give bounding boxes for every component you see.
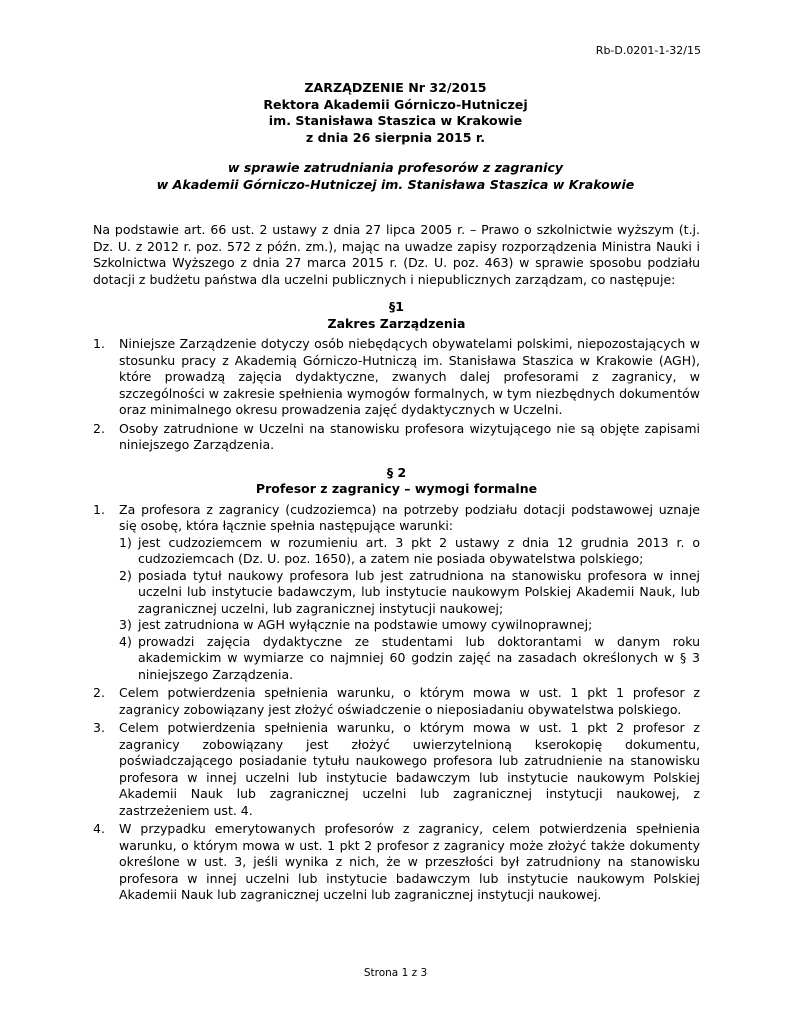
header-title: ZARZĄDZENIE Nr 32/2015 bbox=[304, 80, 487, 95]
sub-list-item bbox=[119, 634, 700, 684]
item-text: Celem potwierdzenia spełnienia warunku, o którym mowa w ust. 1 pkt 1 profesor z zagranicy zobowiązany jest złożyć oświadczenie o nieposiadaniu obywatelstwa polskiego. bbox=[119, 685, 700, 717]
header-issuer-name: im. Stanisława Staszica w Krakowie bbox=[268, 113, 523, 128]
document-reference: Rb-D.0201-1-32/15 bbox=[595, 44, 701, 57]
item-number: 4. bbox=[93, 821, 105, 836]
item-text: Niniejsze Zarządzenie dotyczy osób niebędących obywatelami polskimi, niepozostających w stosunku pracy z Akademią Górniczo-Hutniczą im. Stanisława Staszica w Krakowie (AGH), które prowadzą zajęcia dydaktyczne, zwanych dalej profesorami z zagranicy, w szczególności w zakresie spełnienia wymogów formalnych, w tym niezbędnych dokumentów oraz minimalnego okresu prowadzenia zajęć dydaktycznych w Uczelni. bbox=[119, 336, 700, 417]
document-body bbox=[93, 222, 700, 906]
list-item bbox=[93, 421, 700, 454]
item-number: 3. bbox=[93, 720, 105, 735]
document-header bbox=[0, 80, 791, 146]
item-text: Za profesora z zagranicy (cudzoziemca) na potrzeby podziału dotacji podstawowej uznaje się osobę, która łącznie spełnia następujące warunki: bbox=[119, 501, 700, 533]
item-number: 1. bbox=[93, 501, 105, 517]
section-2-list bbox=[93, 502, 700, 904]
sub-item-text: jest zatrudniona w AGH wyłącznie na podstawie umowy cywilnoprawnej; bbox=[138, 617, 593, 632]
item-number: 1. bbox=[93, 336, 105, 351]
section-1-number: §1 bbox=[389, 299, 404, 314]
header-date: z dnia 26 sierpnia 2015 r. bbox=[305, 129, 486, 145]
subject-line-1: w sprawie zatrudniania profesorów z zagranicy bbox=[227, 160, 564, 175]
section-1-heading bbox=[93, 299, 700, 332]
section-2-heading bbox=[93, 465, 700, 498]
list-item bbox=[93, 720, 700, 819]
sub-list-item bbox=[119, 617, 700, 634]
section-1-title: Zakres Zarządzenia bbox=[327, 315, 466, 331]
document-subject bbox=[0, 160, 791, 193]
header-issuer: Rektora Akademii Górniczo-Hutniczej bbox=[263, 96, 528, 112]
list-item bbox=[93, 685, 700, 718]
sub-item-number: 3) bbox=[119, 617, 132, 632]
section-2-title: Profesor z zagranicy – wymogi formalne bbox=[255, 481, 538, 496]
sub-list-item bbox=[119, 568, 700, 618]
item-number: 2. bbox=[93, 685, 105, 700]
sub-item-number: 1) bbox=[119, 534, 132, 550]
sub-item-number: 2) bbox=[119, 567, 132, 583]
sub-list bbox=[119, 535, 700, 684]
list-item bbox=[93, 336, 700, 419]
item-text: Osoby zatrudnione w Uczelni na stanowisku profesora wizytującego nie są objęte zapisami niniejszego Zarządzenia. bbox=[119, 420, 700, 452]
subject-line-2: w Akademii Górniczo-Hutniczej im. Stanisława Staszica w Krakowie bbox=[156, 176, 635, 192]
section-2-number: § 2 bbox=[386, 464, 407, 480]
page-number: Strona 1 z 3 bbox=[363, 967, 428, 979]
list-item bbox=[93, 502, 700, 684]
sub-item-text: prowadzi zajęcia dydaktyczne ze studentami lub doktorantami w danym roku akademickim w wymiarze co najmniej 60 godzin zajęć na zasadach określonych w § 3 niniejszego Zarządzenia. bbox=[138, 633, 700, 682]
sub-list-item bbox=[119, 535, 700, 568]
item-number: 2. bbox=[93, 420, 105, 436]
sub-item-text: jest cudzoziemcem w rozumieniu art. 3 pkt 2 ustawy z dnia 12 grudnia 2013 r. o cudzoziemcach (Dz. U. poz. 1650), a zatem nie posiada obywatelstwa polskiego; bbox=[138, 534, 700, 566]
item-text: W przypadku emerytowanych profesorów z zagranicy, celem potwierdzenia spełnienia warunku, o którym mowa w ust. 1 pkt 2 profesor z zagranicy może złożyć także dokumenty określone w ust. 3, jeśli wynika z nich, że w przeszłości był zatrudniony na stanowisku profesora w innej uczelni lub instytucie badawczym lub instytucie naukowym Polskiej Akademii Nauk lub zagranicznej uczelni lub zagranicznej instytucji naukowej. bbox=[119, 821, 700, 902]
section-1-list bbox=[93, 336, 700, 454]
intro-paragraph: Na podstawie art. 66 ust. 2 ustawy z dnia 27 lipca 2005 r. – Prawo o szkolnictwie wyższym (t.j. Dz. U. z 2012 r. poz. 572 z późn. zm.), mając na uwadze zapisy rozporządzenia Ministra Nauki i Szkolnictwa Wyższego z dnia 27 marca 2015 r. (Dz. U. poz. 463) w sprawie sposobu podziału dotacji z budżetu państwa dla uczelni publicznych i niepublicznych zarządzam, co następuje: bbox=[93, 222, 700, 287]
sub-item-text: posiada tytuł naukowy profesora lub jest zatrudniona na stanowisku profesora w innej uczelni lub instytucie badawczym, lub instytucie naukowym Polskiej Akademii Nauk, lub zagranicznej uczelni, lub zagranicznej instytucji naukowej; bbox=[138, 567, 700, 616]
list-item bbox=[93, 821, 700, 904]
sub-item-number: 4) bbox=[119, 633, 132, 649]
item-text: Celem potwierdzenia spełnienia warunku, o którym mowa w ust. 1 pkt 2 profesor z zagranicy zobowiązany jest złożyć uwierzytelnioną kserokopię dokumentu, poświadczającego posiadanie tytułu naukowego profesora lub zatrudnienie na stanowisku profesora w innej uczelni lub instytucie badawczym lub instytucie naukowym Polskiej Akademii Nauk lub zagranicznej uczelni lub zagranicznej instytucji naukowej, z zastrzeżeniem ust. 4. bbox=[119, 720, 700, 818]
